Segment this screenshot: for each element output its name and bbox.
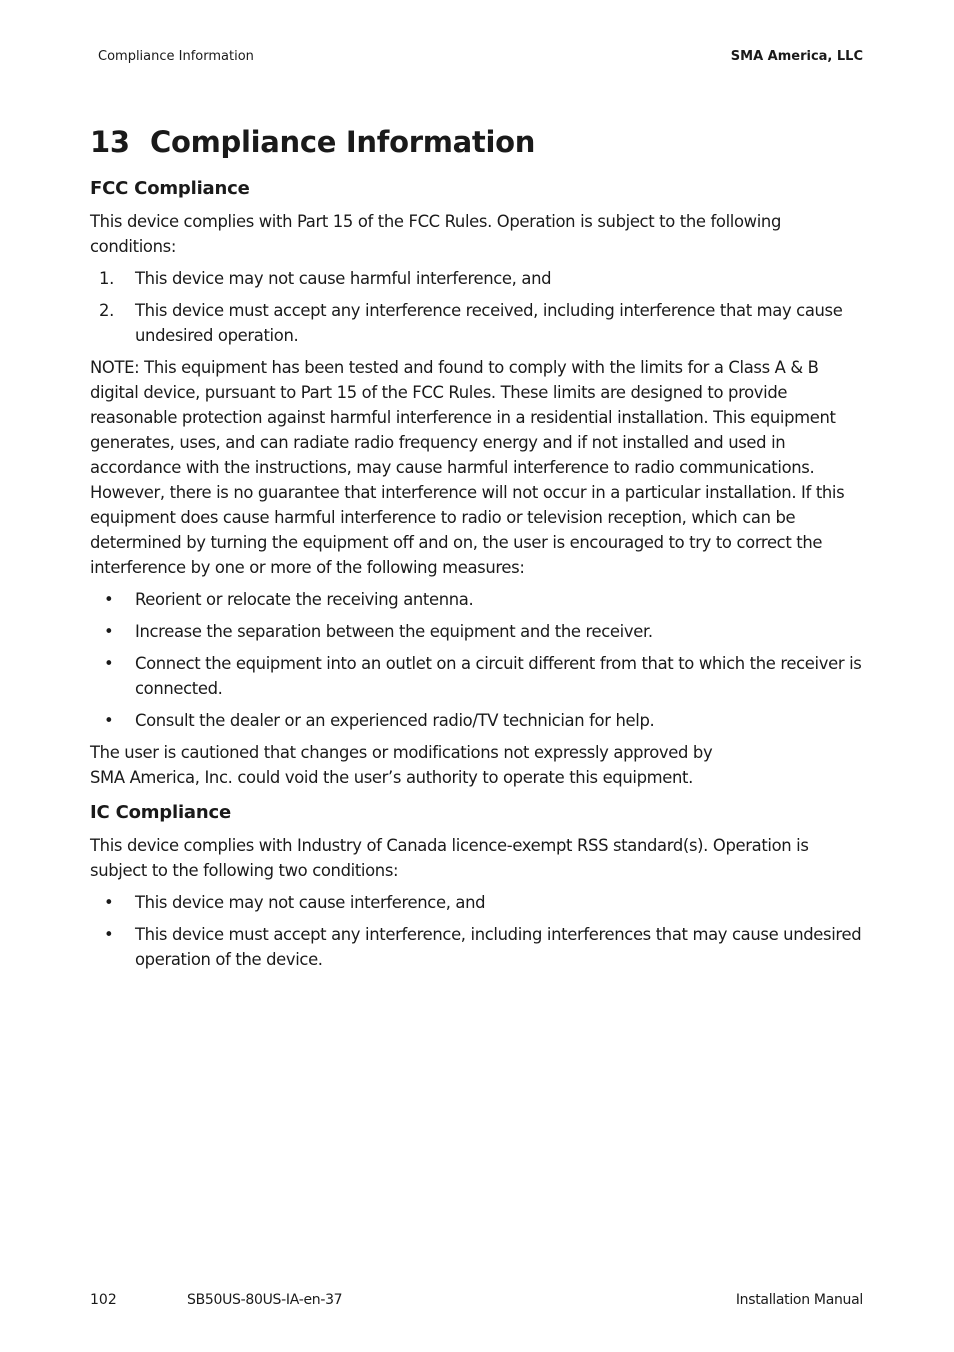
list-item-text: Connect the equipment into an outlet on a circuit different from that to which the receiver is connected. [135, 654, 862, 698]
list-item [90, 619, 862, 644]
bullet-marker: • [104, 622, 114, 641]
chapter-title-text: Compliance Information [150, 125, 536, 159]
bullet-marker: • [104, 590, 114, 609]
chapter-number: 13 [90, 125, 130, 159]
bullet-marker: • [104, 893, 114, 912]
list-item-text: Consult the dealer or an experienced radio/TV technician for help. [135, 711, 655, 730]
page-number: 102 [90, 1292, 117, 1308]
document-id: SB50US-80US-IA-en-37 [187, 1292, 343, 1308]
list-item [90, 890, 862, 915]
bullet-marker: • [104, 711, 114, 730]
running-header-company: SMA America, LLC [730, 49, 863, 64]
page-content [90, 120, 862, 972]
list-item [90, 587, 862, 612]
list-item-text: This device may not cause harmful interference, and [135, 269, 552, 288]
list-item-text: Reorient or relocate the receiving antenna. [135, 590, 474, 609]
list-item [90, 651, 862, 701]
fcc-conditions-list [90, 266, 862, 348]
list-item-text: This device may not cause interference, and [135, 893, 486, 912]
list-item [90, 298, 862, 348]
bullet-marker: • [104, 925, 114, 944]
fcc-caution [90, 740, 862, 790]
fcc-note: NOTE: This equipment has been tested and found to comply with the limits for a Class A & B digital device, pursuant to Part 15 of the FCC Rules. These limits are designed to provide reasonable protection against harmful interference in a residential installation. This equipment generates, uses, and can radiate radio frequency energy and if not installed and used in accordance with the instructions, may cause harmful interference to radio communications. However, there is no guarantee that interference will not occur in a particular installation. If this equipment does cause harmful interference to radio or television reception, which can be determined by turning the equipment off and on, the user is encouraged to try to correct the interference by one or more of the following measures: [90, 358, 845, 577]
ic-conditions-list [90, 890, 862, 972]
list-item-text: This device must accept any interference, including interferences that may cause undesired operation of the device. [135, 925, 862, 969]
bullet-marker: • [104, 654, 114, 673]
ic-intro: This device complies with Industry of Canada licence-exempt RSS standard(s). Operation is subject to the following two conditions: [90, 836, 809, 880]
manual-title: Installation Manual [735, 1292, 863, 1308]
list-item [90, 266, 862, 291]
list-item-text: Increase the separation between the equipment and the receiver. [135, 622, 653, 641]
fcc-heading: FCC Compliance [90, 178, 250, 199]
list-item [90, 708, 862, 733]
chapter-title [90, 120, 862, 164]
list-marker: 1. [99, 269, 114, 288]
fcc-caution-line-2: SMA America, Inc. could void the user’s authority to operate this equipment. [90, 768, 693, 787]
list-item-text: This device must accept any interference received, including interference that may cause undesired operation. [135, 301, 843, 345]
ic-heading: IC Compliance [90, 802, 231, 823]
fcc-intro: This device complies with Part 15 of the FCC Rules. Operation is subject to the following conditions: [90, 212, 782, 256]
list-marker: 2. [99, 301, 114, 320]
running-header-section: Compliance Information [98, 49, 254, 64]
list-item [90, 922, 862, 972]
fcc-caution-line-1: The user is cautioned that changes or modifications not expressly approved by [90, 743, 713, 762]
fcc-measures-list [90, 587, 862, 733]
